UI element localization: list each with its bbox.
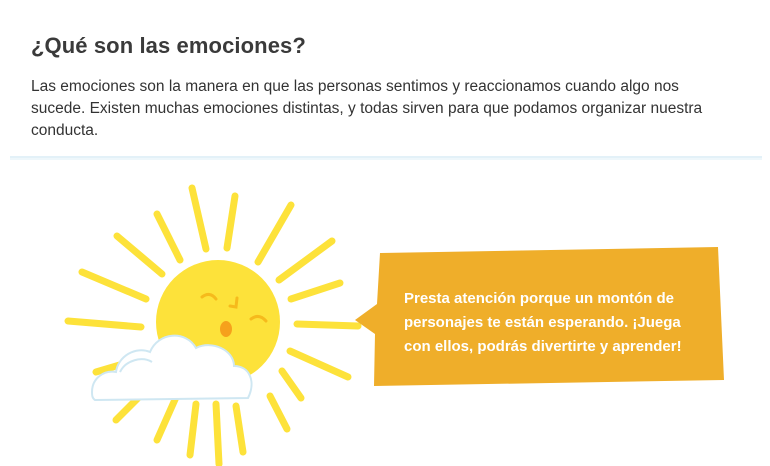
sun-mouth [220,321,232,337]
speech-bubble-text: Presta atención porque un montón de personajes te están esperando. ¡Juega con ellos, podrás divertirte y aprender! [404,290,682,355]
page-title: ¿Qué son las emociones? [31,33,306,58]
intro-paragraph: Las emociones son la manera en que las personas sentimos y reaccionamos cuando algo nos sucede. Existen muchas emociones distintas, y todas sirven para que podamos organizar nuestra conducta. [31,78,703,139]
